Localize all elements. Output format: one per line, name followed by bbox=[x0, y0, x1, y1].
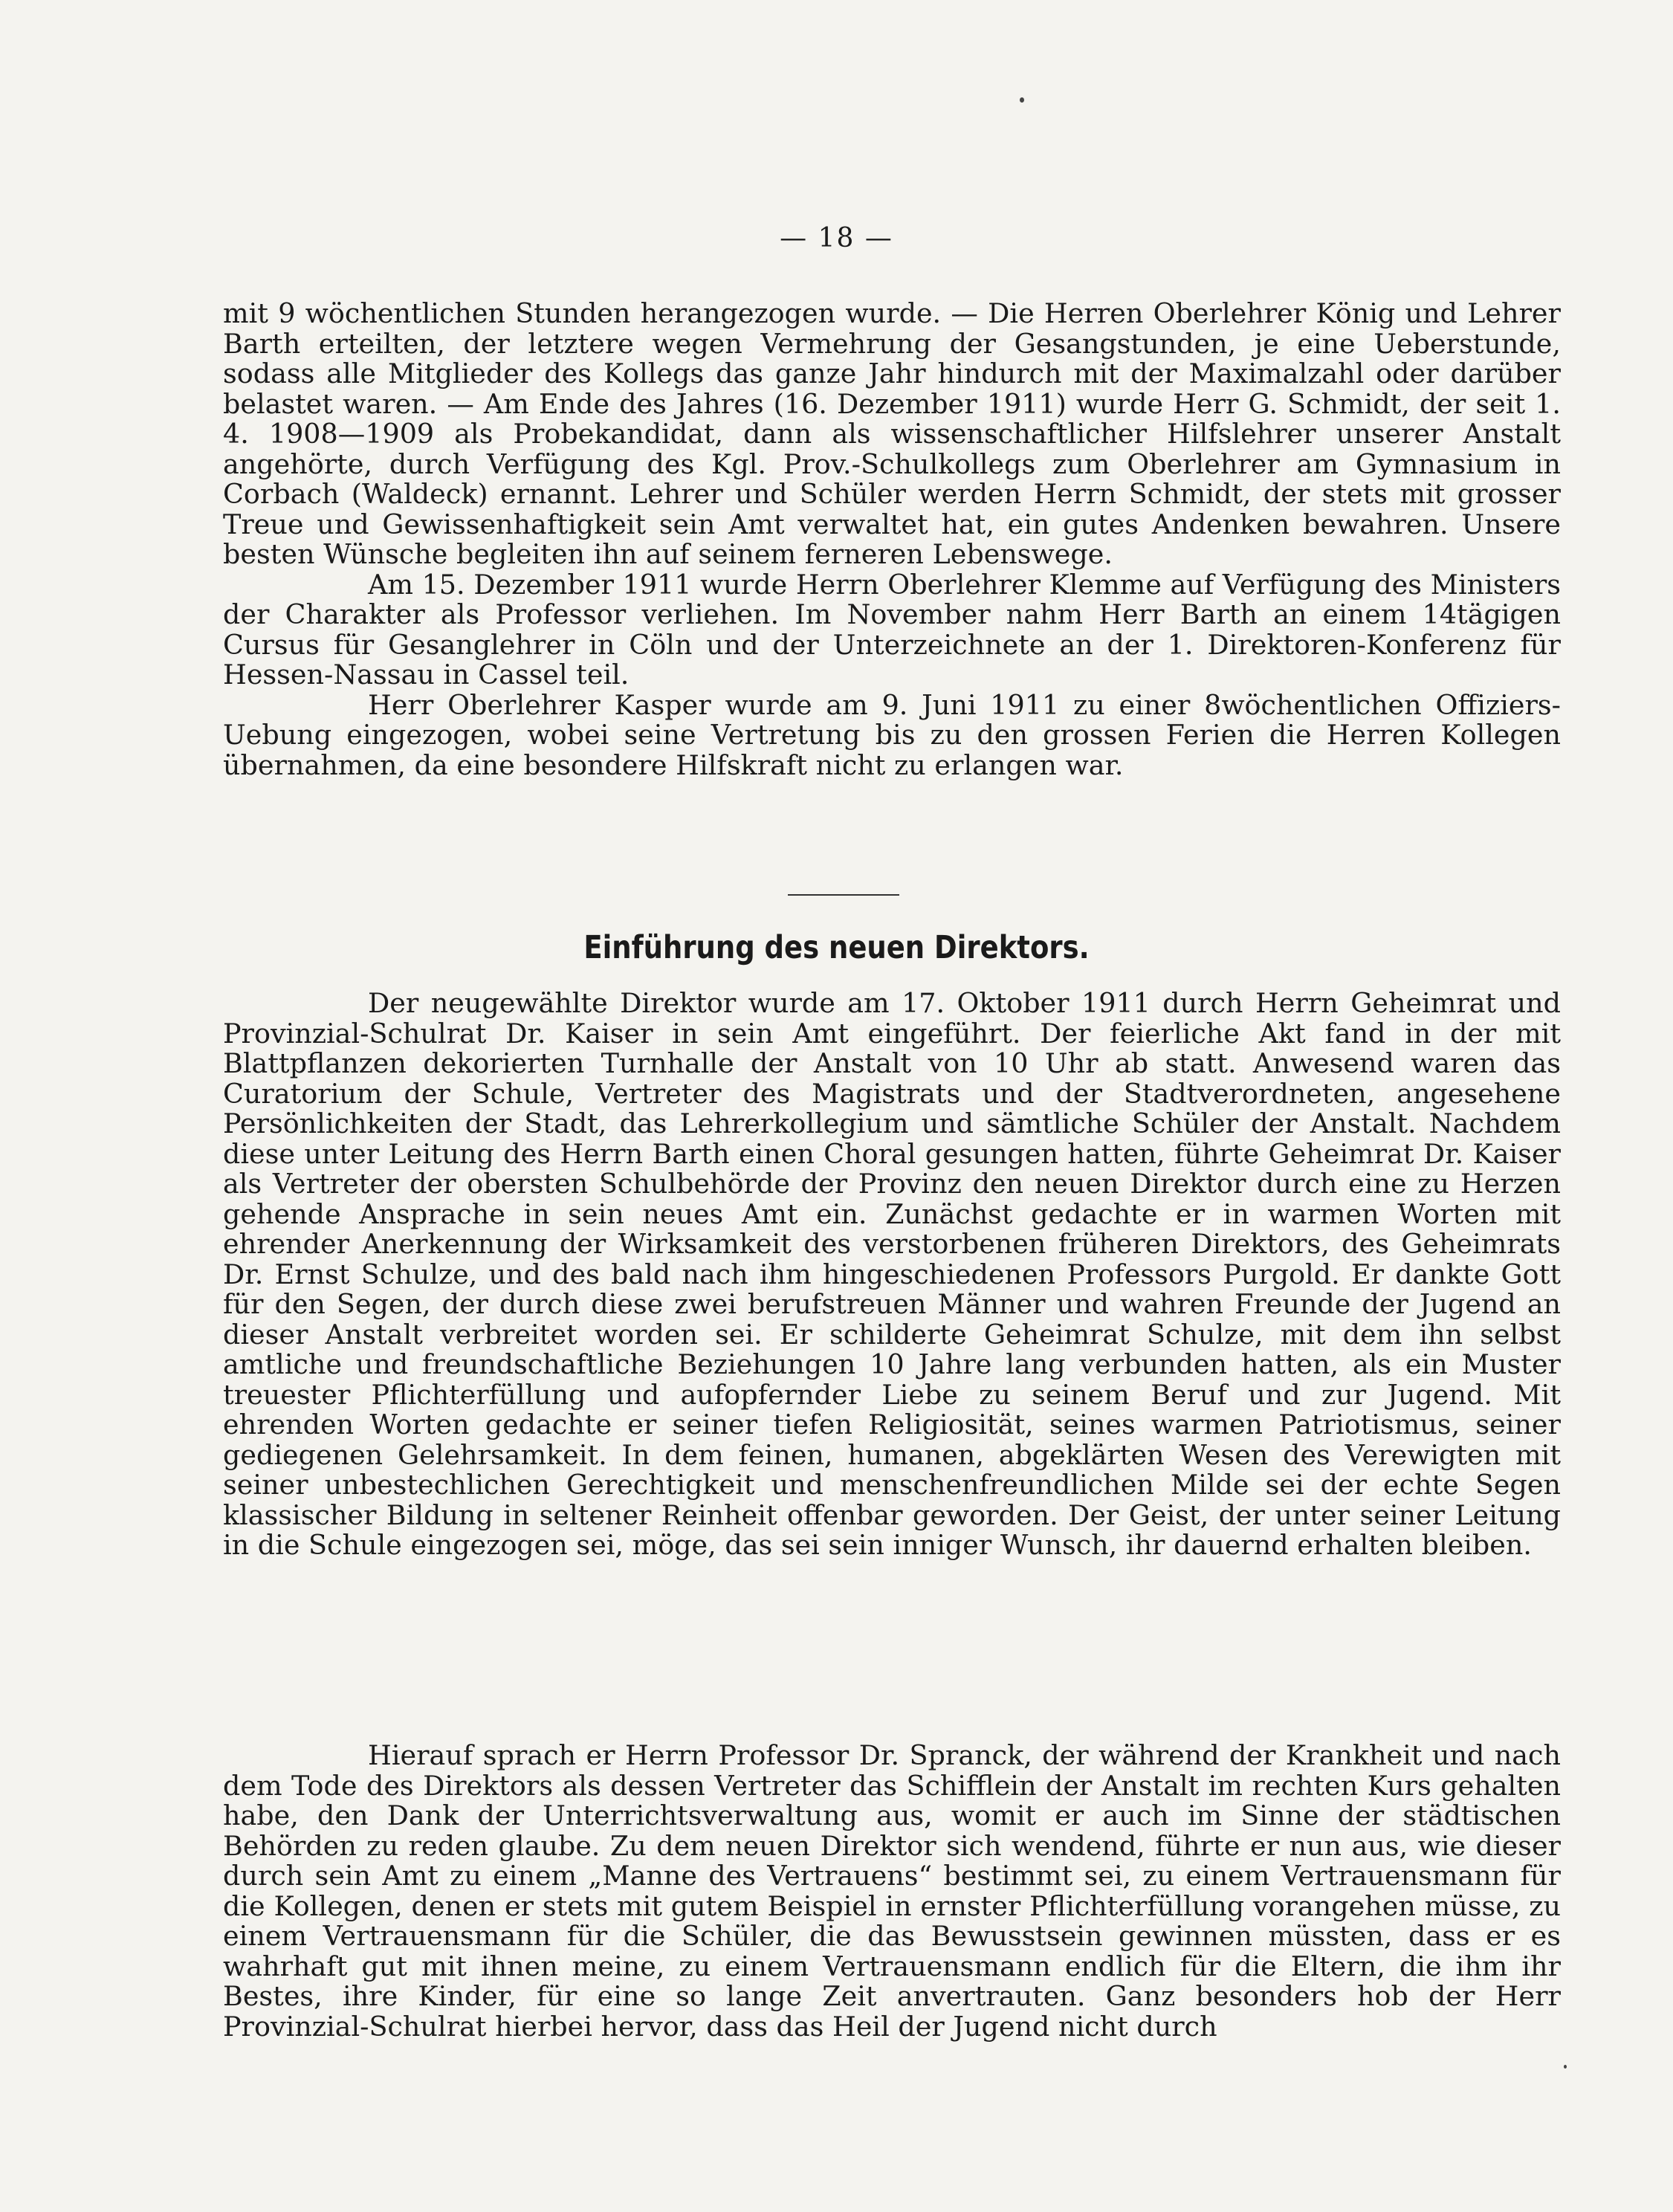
text-block-top bbox=[223, 299, 1561, 780]
paragraph: mit 9 wöchentlichen Stunden herangezogen wurde. — Die Herren Oberlehrer König und Lehrer Barth erteilten, der letztere wegen Vermehrung der Gesangstunden, je eine Ueberstunde, sodass alle Mitglieder des Kollegs das ganze Jahr hindurch mit der Maximalzahl oder darüber belastet waren. — Am Ende des Jahres (16. Dezember 1911) wurde Herr G. Schmidt, der seit 1. 4. 1908—1909 als Probekandidat, dann als wissenschaftlicher Hilfslehrer unserer Anstalt angehörte, durch Verfügung des Kgl. Prov.-Schulkollegs zum Oberlehrer am Gymnasium in Corbach (Waldeck) ernannt. Lehrer und Schüler werden Herrn Schmidt, der stets mit grosser Treue und Gewissenhaftigkeit sein Amt verwaltet hat, ein gutes Andenken bewahren. Unsere besten Wünsche begleiten ihn auf seinem ferneren Lebenswege. bbox=[223, 297, 1561, 570]
paragraph: Der neugewählte Direktor wurde am 17. Oktober 1911 durch Herrn Geheimrat und Provinzial-Schulrat Dr. Kaiser in sein Amt eingeführt. Der feierliche Akt fand in der mit Blattpflanzen dekorierten Turnhalle der Anstalt von 10 Uhr ab statt. Anwesend waren das Curatorium der Schule, Vertreter des Magistrats und der Stadtverordneten, angesehene Persönlichkeiten der Stadt, das Lehrerkollegium und sämtliche Schüler der Anstalt. Nachdem diese unter Leitung des Herrn Barth einen Choral gesungen hatten, führte Geheimrat Dr. Kaiser als Vertreter der obersten Schulbehörde der Provinz den neuen Direktor durch eine zu Herzen gehende Ansprache in sein neues Amt ein. Zunächst gedachte er in warmen Worten mit ehrender Anerkennung der Wirksamkeit des verstorbenen früheren Direktors, des Geheimrats Dr. Ernst Schulze, und des bald nach ihm hingeschiedenen Professors Purgold. Er dankte Gott für den Segen, der durch diese zwei berufstreuen Männer und wahren Freunde der Jugend an dieser Anstalt verbreitet worden sei. Er schilderte Geheimrat Schulze, mit dem ihn selbst amtliche und freundschaftliche Beziehungen 10 Jahre lang verbunden hatten, als ein Muster treuester Pflichterfüllung und aufopfernder Liebe zu seinem Beruf und zur Jugend. Mit ehrenden Worten gedachte er seiner tiefen Religiosität, seines warmen Patriotismus, seiner gediegenen Gelehrsamkeit. In dem feinen, humanen, abgeklärten Wesen des Verewigten mit seiner unbestechlichen Gerechtigkeit und menschenfreundlichen Milde sei der echte Segen klassischer Bildung in seltener Reinheit offenbar geworden. Der Geist, der unter seiner Leitung in die Schule eingezogen sei, möge, das sei sein inniger Wunsch, ihr dauernd erhalten bleiben. bbox=[223, 987, 1561, 1561]
separator-rule bbox=[788, 894, 899, 896]
paragraph: Am 15. Dezember 1911 wurde Herrn Oberlehrer Klemme auf Verfügung des Ministers der Charakter als Professor verliehen. Im November nahm Herr Barth an einem 14tägigen Cursus für Gesanglehrer in Cöln und der Unterzeichnete an der 1. Direktoren-Konferenz für Hessen-Nassau in Cassel teil. bbox=[223, 568, 1561, 691]
paragraph: Herr Oberlehrer Kasper wurde am 9. Juni 1911 zu einer 8wöchentlichen Offiziers-Uebung eingezogen, wobei seine Vertretung bis zu den grossen Ferien die Herren Kollegen übernahmen, da eine besondere Hilfskraft nicht zu erlangen war. bbox=[223, 688, 1561, 781]
text-block-bottom bbox=[223, 1741, 1561, 2042]
section-heading: Einführung des neuen Direktors. bbox=[583, 929, 1090, 966]
scan-speck bbox=[1020, 97, 1024, 103]
text-block-section bbox=[223, 989, 1561, 1561]
paragraph: Hierauf sprach er Herrn Professor Dr. Spranck, der während der Krankheit und nach dem Tode des Direktors als dessen Vertreter das Schifflein der Anstalt im rechten Kurs gehalten habe, den Dank der Unterrichtsverwaltung aus, womit er auch im Sinne der städtischen Behörden zu reden glaube. Zu dem neuen Direktor sich wendend, führte er nun aus, wie dieser durch sein Amt zu einem „Manne des Vertrauens“ bestimmt sei, zu einem Vertrauensmann für die Kollegen, denen er stets mit gutem Beispiel in ernster Pflichterfüllung vorangehen müsse, zu einem Vertrauensmann für die Schüler, die das Bewusstsein gewinnen müssten, dass er es wahrhaft gut mit ihnen meine, zu einem Vertrauensmann endlich für die Eltern, die ihm ihr Bestes, ihre Kinder, für eine so lange Zeit anvertrauten. Ganz besonders hob der Herr Provinzial-Schulrat hierbei hervor, dass das Heil der Jugend nicht durch bbox=[223, 1739, 1561, 2043]
scan-speck bbox=[1564, 2065, 1567, 2069]
page-number: — 18 — bbox=[780, 223, 893, 253]
